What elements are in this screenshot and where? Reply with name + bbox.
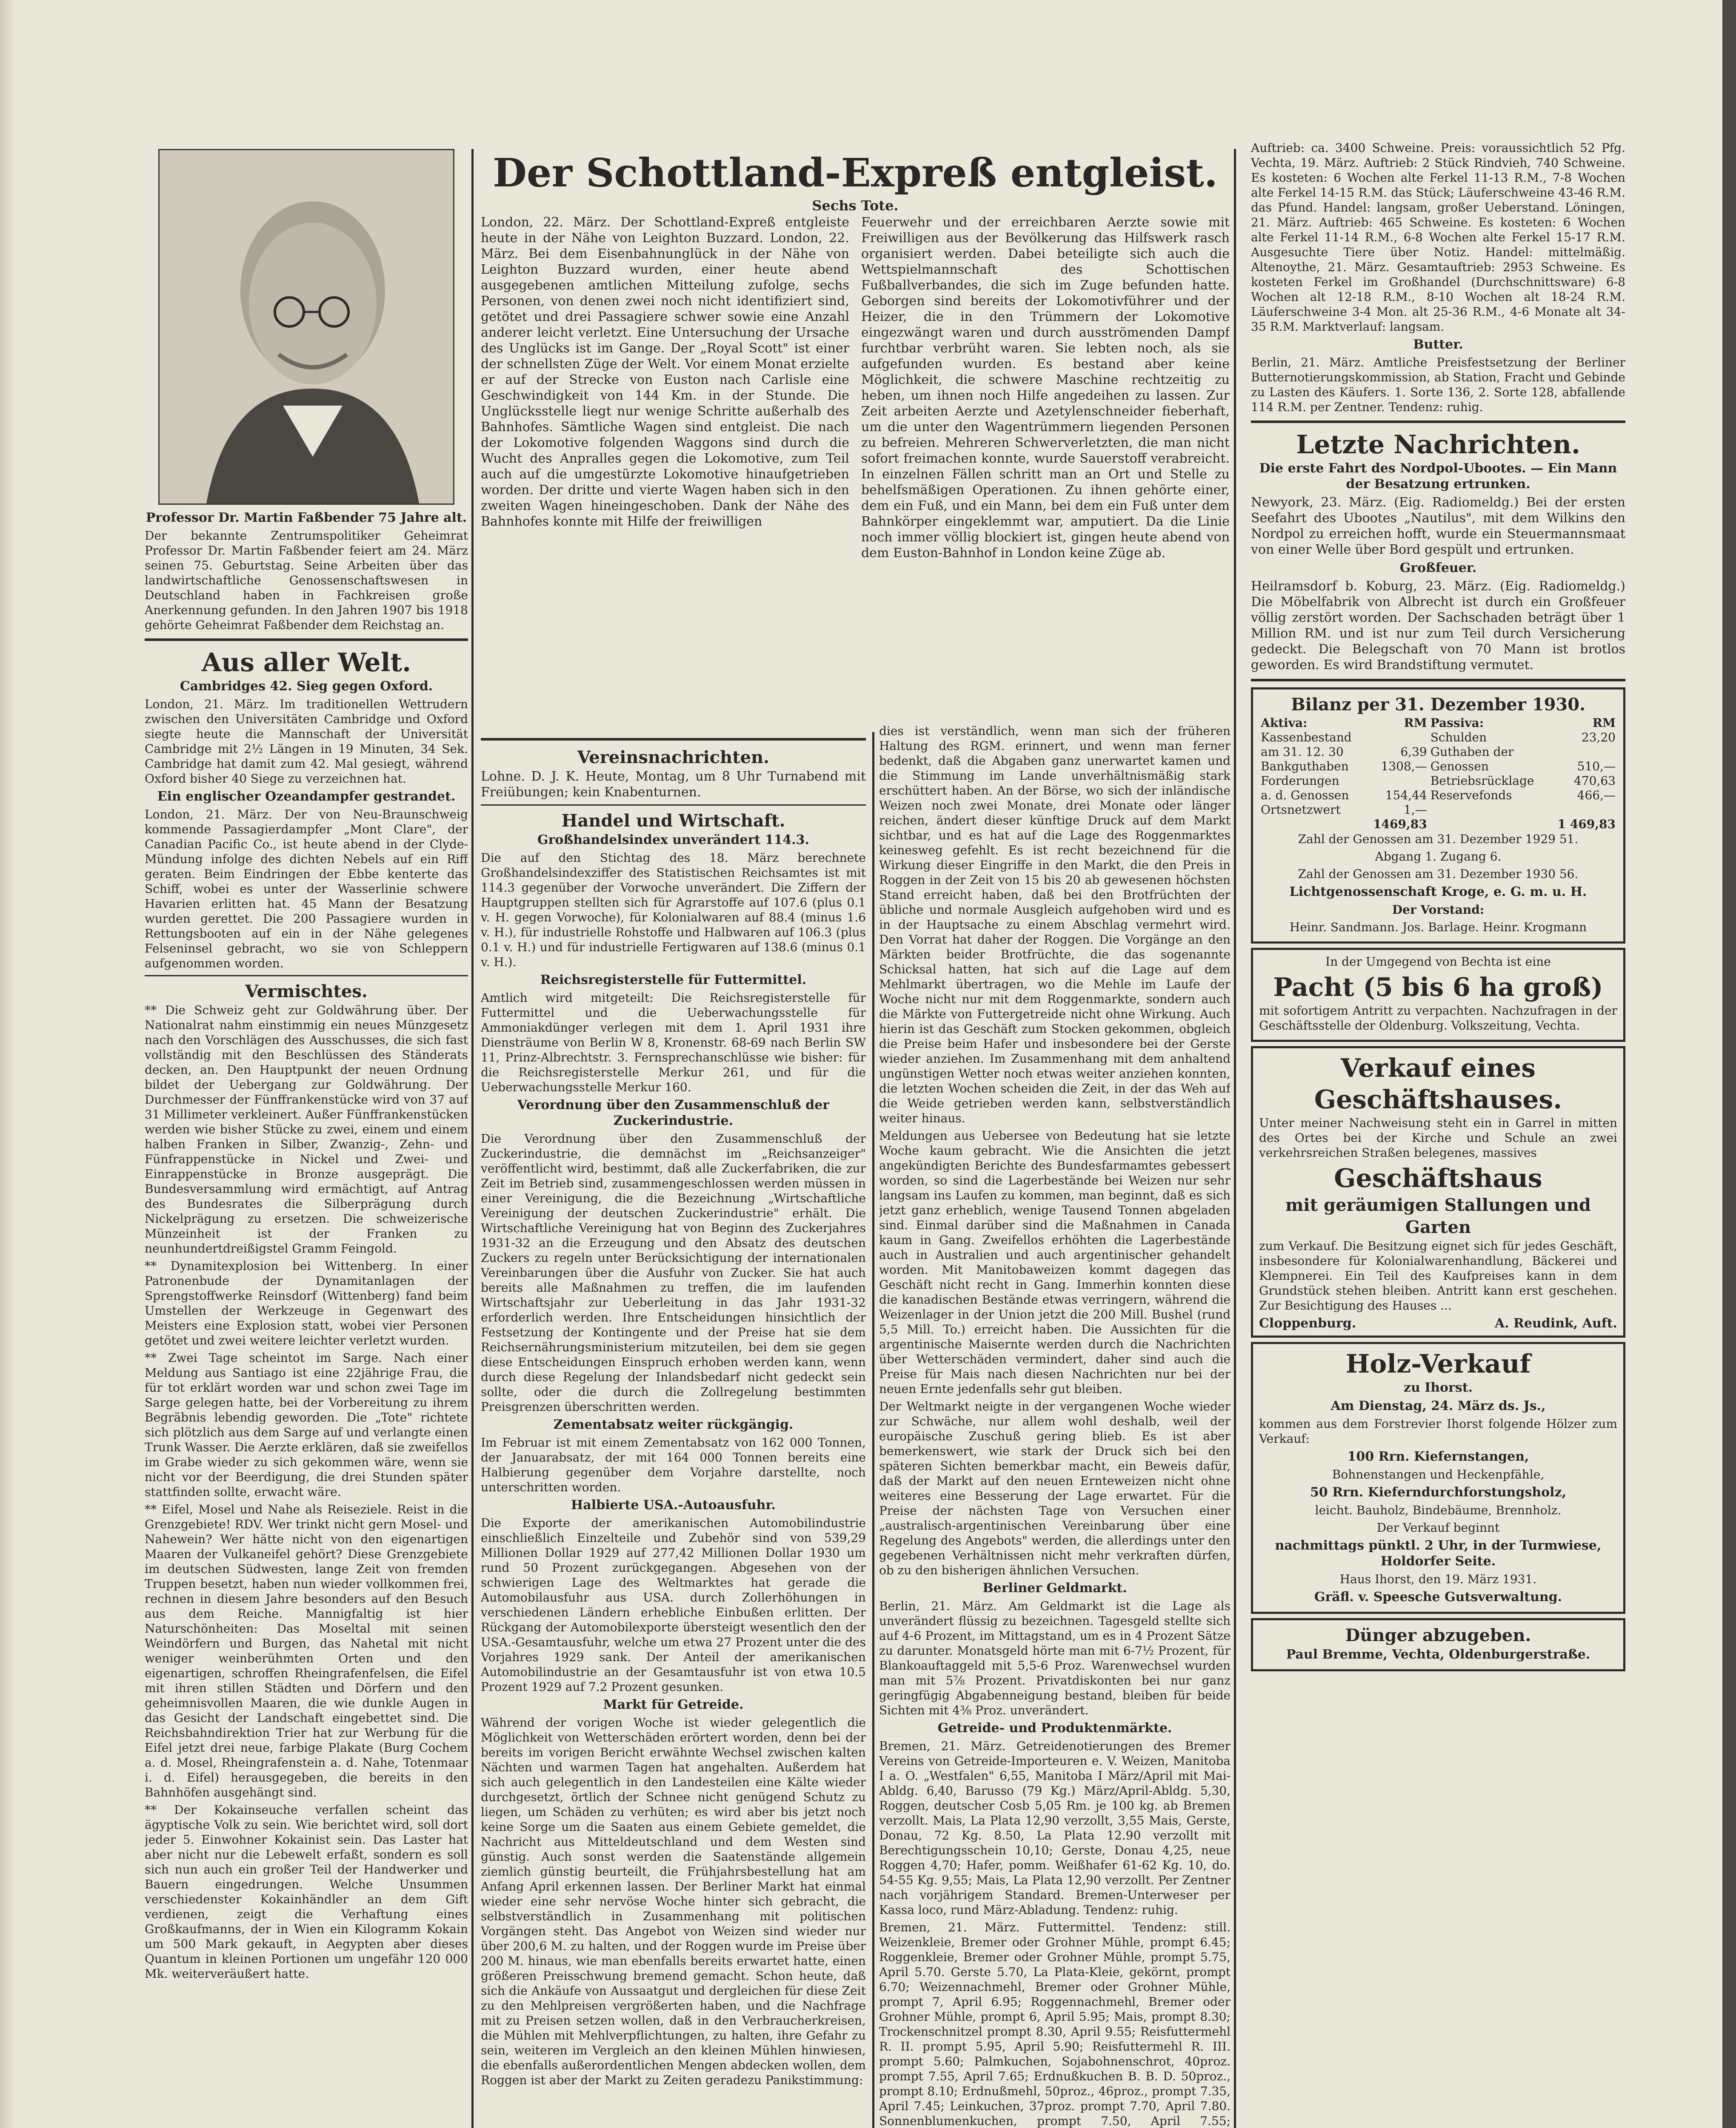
article-headline: Großhandelsindex unverändert 114.3. bbox=[537, 832, 809, 847]
section-title-vermischtes: Vermischtes. bbox=[245, 981, 368, 1001]
bilanz-value bbox=[1365, 730, 1429, 745]
pacht-title: Pacht (5 bis 6 ha groß) bbox=[1273, 972, 1603, 1002]
verkauf-text: Unter meiner Nachweisung steht ein in Garrel in mitten des Ortes bei der Kirche und Schule an zwei verkehrsreichen Straßen belegenes, massives bbox=[1259, 1116, 1617, 1160]
bilanz-label: Genossen bbox=[1430, 759, 1489, 773]
column-4 bbox=[1251, 140, 1625, 2128]
article-headline: Reichsregisterstelle für Futtermittel. bbox=[540, 972, 807, 987]
verkauf-text: zum Verkauf. Die Besitzung eignet sich für jedes Geschäft, insbesondere für Kolonialwarenhandlung, Bäckerei und Klempnerei. Ein Teil des Kaufpreises kann in dem Grundstück stehen bleiben. Antritt kann erst geschehen. Zur Besichtigung des Hauses ... bbox=[1259, 1239, 1617, 1313]
bilanz-unit: RM bbox=[1404, 716, 1427, 730]
article-text: ** Dynamitexplosion bei Wittenberg. In einer Patronenbude der Dynamitanlagen der Sprengstoffwerke Reinsdorf (Wittenberg) fand beim Umstellen der Werkzeuge in Gegenwart des Meisters eine Explosion statt, wobei vier Personen getötet und zwei weitere leichter verletzt wurden. bbox=[145, 1259, 468, 1347]
bilanz-value: 154,44 bbox=[1385, 788, 1427, 802]
article-text: Bremen, 21. März. Futtermittel. Tendenz: still. Weizenkleie, Bremer oder Grohner Mühle, prompt 6.45; Roggenkleie, Bremer oder Grohner Mühle, prompt 5.75, April 5.70. Gerste 5.70, La Plata-Kleie, gekörnt, prompt 6.70; Weizennachmehl, Bremer oder Grohner Mühle, prompt 7, April 6.95; Roggennachmehl, Bremer oder Grohner Mühle, prompt 6, April 5.95; Mais, prompt 8.30; Trockenschnitzel prompt 8.30, April 9.55; Reisfuttermehl R. II. prompt 5.95, April 5.90; Reisfuttermehl R. III. prompt 5.60; Palmkuchen, Sojabohnenschrot, 40proz. prompt 7.55, April 7.65; Erdnußkuchen B. B. D. 50proz., prompt 8.10; Erdnußmehl, 50proz., 46proz., prompt 7.35, April 7.45; Leinkuchen, 37proz. prompt 7.70, April 7.80. Sonnenblumenkuchen, prompt 7.50, April 7.55; bbox=[879, 1920, 1231, 2128]
column-2 bbox=[481, 732, 866, 2128]
holz-item-detail: leicht. Bauholz, Bindebäume, Brennholz. bbox=[1315, 1503, 1562, 1517]
pacht-ad bbox=[1251, 948, 1625, 1042]
article-text: Bremen, 21. März. Getreidenotierungen des Bremer Vereins von Getreide-Importeuren e. V. Weizen, Manitoba I a. O. „Westfalen" 6,55, Manitoba I März/April mit Mai-Abldg. 6,40, Barusso (79 Kg.) März/April-Abldg. 5,30, Roggen, deutscher Cosb 5,05 Rm. je 100 kg. ab Bremen verzollt. Mais, La Plata 12,90 verzollt, 3,55 Mais, Gerste, Donau, 72 Kg. 8.50, La Plata 12.90 verzollt mit Berechtigungsschein 10,10; Gerste, Donau 4,25, neue Roggen 4,70; Hafer, pomm. Weißhafer 61-62 Kg. 10, do. 54-55 Kg. 9,55; Mais, La Plata 12,90 verzollt. Per Zentner nach vorjährigem Standard. Bremen-Unterweser per Kassa loco, rund März-Abladung. Tendenz: ruhig. bbox=[879, 1739, 1231, 1917]
article-text: Meldungen aus Uebersee von Bedeutung hat sie letzte Woche kaum gebracht. Wie die Ansichten die jetzt angekündigten Berichte des Bundesfarmamtes gebessert worden, so sind die Lagerbestände bei Weizen nur sehr langsam ins Laufen zu kommen, man beginnt, daß es sich jetzt ganz erheblich, wenige Tausend Tonnen abgeladen sind. Einmal darüber sind die Maßnahmen in Canada kaum in Gang. Zweifellos erhöhten die Lagerbestände auch in Australien und auch argentinischer gehandelt worden. Mit Manitobaweizen kommt dagegen das Geschäft nicht recht in Gang. Immerhin konnten diese die kanadischen Bestände etwas verringern, während die Weizenlager in der Union jetzt die 200 Mill. Bushel (rund 5,5 Mill. To.) erreicht haben. Die Aussichten für die argentinische Maisernte werden durch die Nachrichten über Wetterschäden vermindert, daher sind auch die Preise für Mais nach diesen Nachrichten nur bei der neuen Ernte jedenfalls sehr gut bleiben. bbox=[879, 1129, 1231, 1396]
page-edge-shadow bbox=[0, 0, 15, 2128]
article-headline: Verordnung über den Zusammenschluß der Zuckerindustrie. bbox=[517, 1098, 830, 1128]
verkauf-title-2: Geschäftshauses. bbox=[1314, 1085, 1562, 1115]
article-headline: Markt für Getreide. bbox=[603, 1697, 744, 1712]
article-text: Der Weltmarkt neigte in der vergangenen Woche wieder zur Schwäche, nur allem wohl deshalb, weil der europäische Zuschuß gering blieb. Es ist aber bemerkenswert, wie stark der Druck sich bei den späteren Sichten bemerkbar macht, ein Beweis dafür, daß der Markt auf den neuen Ernteweizen nicht ohne weiteres eine Besserung der Lage erwartet. Für die Preise der nächsten Tage von Versuchen einer „australisch-argentinischen Vereinbarung über eine Regelung des Angebots" werden, die allerdings unter den gegebenen Verhältnissen nicht mehr verkraften dürfen, ob zu den bisherigen ähnlichen Versuchen. bbox=[879, 1399, 1231, 1577]
bilanz-table bbox=[1259, 716, 1617, 832]
photo-caption: Professor Dr. Martin Faßbender 75 Jahre alt. bbox=[146, 510, 467, 525]
bilanz-value: 1308,— bbox=[1381, 759, 1427, 773]
bilanz-unit: RM bbox=[1592, 716, 1616, 730]
bilanz-aktiva-label: Aktiva: bbox=[1261, 716, 1308, 730]
holz-item: 100 Rrn. Kiefernstangen, bbox=[1347, 1449, 1529, 1464]
pacht-text: mit sofortigem Antritt zu verpachten. Nachzufragen in der Geschäftsstelle der Oldenburg. Volkszeitung, Vechta. bbox=[1259, 1004, 1617, 1033]
holz-place: zu Ihorst. bbox=[1403, 1380, 1473, 1395]
divider bbox=[145, 975, 468, 976]
holz-time: nachmittags pünktl. 2 Uhr, in der Turmwiese, Holdorfer Seite. bbox=[1275, 1538, 1602, 1569]
bilanz-value bbox=[1548, 745, 1617, 759]
column-1 bbox=[145, 149, 468, 2128]
portrait-photo bbox=[158, 149, 454, 505]
bilanz-value: 466,— bbox=[1577, 788, 1616, 802]
bilanz-firm: Lichtgenossenschaft Kroge, e. G. m. u. H. bbox=[1289, 884, 1587, 899]
article-text: Während der vorigen Woche ist wieder gelegentlich die Möglichkeit von Wetterschäden erörtert worden, denn bei der bereits im vorigen Bericht erwähnte Wechsel zwischen kalten Nächten und warmen Tagen hat angehalten. Außerdem hat sich auch gelegentlich in den Landesteilen eine Kälte wieder durchgesetzt, örtlich der Schnee nicht genügend Schutz zu liegen, um Schäden zu verhüten; es wird aber bis jetzt noch keine Sorge um die Saaten aus einem Gebiete gemeldet, die Nachricht aus Mitteldeutschland und dem Westen sind günstig. Auch sonst werden die Saatenstände allgemein ziemlich günstig beurteilt, die Frühjahrsbestellung hat am Anfang April erkennen lassen. Der Berliner Markt hat einmal wieder eine sehr nervöse Woche hinter sich gebracht, die selbstverständlich in Zusammenhang mit politischen Vorgängen steht. Das Angebot von Weizen sind wieder nur über 200,6 M. zu halten, und der Roggen wurde im Preise über 200 M. hinaus, wie man ebenfalls bereits erwartet hatte, einen größeren Preisschwung bremend gemacht. Schon heute, daß sich die Ankäufe von Aussaatgut und dergleichen für diese Zeit zu den Mehlpreisen vergrößerten haben, und die Nachfrage mit zu Preisen setzen wollen, daß in den Verbraucherkreisen, die Mühlen mit Mehlverpflichtungen, zu halten, ihre Gefahr zu sein, weiteren im Vergleich an den kleinen Mühlen hinwiesen, die ebenfalls außerordentlichen Mengen abdecken wollen, dem Roggen ist aber der Markt zu Zeiten geradezu Panikstimmung: bbox=[481, 1716, 866, 2087]
article-text: Heilramsdorf b. Koburg, 23. März. (Eig. Radiomeldg.) Die Möbelfabrik von Albrecht ist durch ein Großfeuer völlig zerstört worden. Der Sachschaden beträgt über 1 Million RM. und ist nur zum Teil durch Versicherung gedeckt. Die Belegschaft von 70 Mann ist brotlos geworden. Es wird Brandstiftung vermutet. bbox=[1251, 579, 1625, 672]
column-rule-3 bbox=[872, 732, 874, 2128]
holz-item-detail: Bohnenstangen und Heckenpfähle, bbox=[1332, 1467, 1545, 1482]
section-title-vereinsnachrichten: Vereinsnachrichten. bbox=[577, 747, 770, 767]
article-headline: Berliner Geldmarkt. bbox=[982, 1581, 1127, 1596]
divider bbox=[1251, 420, 1625, 423]
bilanz-title: Bilanz per 31. Dezember 1930. bbox=[1291, 695, 1586, 715]
article-text: London, 22. März. Der Schottland-Expreß entgleiste heute in der Nähe von Leighton Buzzard. London, 22. März. Bei dem Eisenbahnunglück in der Nähe von Leighton Buzzard wurden, einer heute abend ausgegebenen amtlichen Mitteilung zufolge, sechs Personen, von denen zwei noch nicht identifiziert sind, getötet und drei Passagiere schwer sowie eine Anzahl anderer leicht verletzt. Eine Untersuchung der Ursache des Unglücks ist im Gange. Der „Royal Scott" ist einer der schnellsten Züge der Welt. Vor einem Monat erzielte er auf der Strecke von Euston nach Carlisle eine Geschwindigkeit von 144 Km. in der Stunde. Die Unglücksstelle liegt nur wenige Schritte außerhalb des Bahnhofes. Sämtliche Wagen sind entgleist. Die nach der Lokomotive folgenden Waggons sind durch die Wucht des Anpralles gegen die Lokomotive, zum Teil auch auf die umgestürzte Lokomotive hinaufgetrieben worden. Der dritte und vierte Wagen haben sich in den zweiten Wagen hineingeschoben. Dank der Nähe des Bahnhofes konnte mit Hilfe der freiwilligen bbox=[481, 215, 849, 529]
holz-item: 50 Rrn. Kieferndurchforstungsholz, bbox=[1310, 1485, 1567, 1500]
article-headline: Halbierte USA.-Autoausfuhr. bbox=[571, 1498, 776, 1513]
holz-begin: Der Verkauf beginnt bbox=[1376, 1521, 1500, 1535]
subheadline-express: Sechs Tote. bbox=[812, 197, 899, 214]
column-3 bbox=[879, 724, 1231, 2128]
article-headline: Zementabsatz weiter rückgängig. bbox=[553, 1417, 794, 1432]
article-text: dies ist verständlich, wenn man sich der früheren Haltung des RGM. erinnert, und wenn man ferner bedenkt, daß die Abgaben ganz unerwartet kamen und die Stimmung im Lande unverhältnismäßig stark erschüttert haben. An der Börse, wo sich der inländische Weizen noch zwei Monate, drei Monate oder länger reichen, ändert dieser künftige Druck auf dem Markt sichtbar, und es hat auf die Lage des Roggenmarktes keinesweg gefehlt. Es ist recht bezeichnend für die Wirkung dieser Eingriffe in den Markt, die den Preis in Roggen in der Zeit von 15 bis 20 ab gewesenen höchsten Stand erreicht haben, daß bei den Brotfrüchten der übliche und normale Ausgleich aufgehoben wird und es in der Hauptsache zu einem Abschlag vermehrt wird. Den Vorrat hat daher der Roggen. Die Vorgänge an den Märkten beider Brotfrüchte, die das sogenannte Schicksal hatten, hat sich auf die Lage auf dem Mehlmarkt übertragen, wo die Mehle im Laufe der Woche nicht nur mit dem Roggenmarkte, sondern auch die Märkte von Futtergetreide nicht ohne Wirkung. Auch hierin ist das Geschäft zum Stocken gekommen, obgleich die Preise beim Hafer und insbesondere bei der Gerste wieder anziehen. Im Zusammenhang mit dem anhaltend ungünstigen Wetter noch etwas weiter anziehen konnten, die letzten Wochen scheiden die Zeit, in der das Weh auf die Weide getrieben werden kann, selbstverständlich weiter hinaus. bbox=[879, 724, 1231, 1125]
article-text: Berlin, 21. März. Amtliche Preisfestsetzung der Berliner Butternotierungskommission, ab Station, Fracht und Gebinde zu Lasten des Käufers. 1. Sorte 136, 2. Sorte 128, abfallende 114 R.M. per Zentner. Tendenz: ruhig. bbox=[1251, 355, 1625, 414]
article-text: Die Verordnung über den Zusammenschluß der Zuckerindustrie, die demnächst im „Reichsanzeiger" veröffentlicht wird, bestimmt, daß alle Zuckerfabriken, die zur Zeit im Betrieb sind, zusammengeschlossen werden müssen in einer Vereinigung, die die Bezeichnung „Wirtschaftliche Vereinigung der deutschen Zuckerindustrie" erhält. Die Wirtschaftliche Vereinigung hat von Beginn des Zuckerjahres 1931-32 an die Erzeugung und den Absatz des deutschen Zuckers zu regeln unter Berücksichtigung der internationalen Vereinbarungen über die Ausfuhr von Zucker. Sie hat auch bereits alle Maßnahmen zu treffen, die im laufenden Wirtschaftsjahr zur Ueberleitung in das Jahr 1931-32 erforderlich werden. Ihre Entscheidungen hinsichtlich der Festsetzung der Kontingente und der Preise hat sie dem Reichsernährungsministerium mitzuteilen, bei dem sie gegen diese Entscheidungen Einspruch erhoben werden kann, wenn durch diese Regelung der Inlandsbedarf nicht gedeckt sein sollte, oder die durch die Zollregelung bestimmten Preisgrenzen überschritten werden. bbox=[481, 1132, 866, 1414]
divider bbox=[481, 804, 866, 806]
article-headline: Getreide- und Produktenmärkte. bbox=[937, 1721, 1172, 1736]
verkauf-sub: mit geräumigen Stallungen und Garten bbox=[1285, 1195, 1591, 1237]
bilanz-value bbox=[1365, 774, 1429, 788]
bilanz-label: Forderungen bbox=[1261, 774, 1339, 788]
section-title-letzte-nachrichten: Letzte Nachrichten. bbox=[1296, 430, 1580, 460]
verkauf-title-1: Verkauf eines bbox=[1340, 1053, 1536, 1083]
article-text: Die Exporte der amerikanischen Automobilindustrie einschließlich Einzelteile und Zubehör sind von 539,29 Millionen Dollar 1929 auf 277,42 Millionen Dollar 1930 um rund 50 Prozent zurückgegangen. Abgesehen von der schwierigen Lage des Weltmarktes hat gerade die Automobilausfuhr aus USA. durch Zollerhöhungen in verschiedenen Ländern erhebliche Einbußen erlitten. Der Rückgang der Automobilexporte übersteigt wesentlich den der USA.-Gesamtausfuhr, welche um etwa 27 Prozent unter die des Vorjahres 1929 sank. Der Anteil der amerikanischen Automobilindustrie an der Gesamtausfuhr ist von etwa 10.5 Prozent 1929 auf 7.2 Prozent gesunken. bbox=[481, 1516, 866, 1694]
bilanz-value: 23,20 bbox=[1581, 730, 1616, 744]
bilanz-note: Zahl der Genossen am 31. Dezember 1930 56. bbox=[1298, 867, 1579, 881]
bilanz-value: 6,39 bbox=[1400, 745, 1427, 759]
bilanz-label: Reservefonds bbox=[1430, 788, 1512, 802]
holz-date: Am Dienstag, 24. März ds. Js., bbox=[1331, 1399, 1546, 1413]
bilanz-passiva-label: Passiva: bbox=[1430, 716, 1484, 730]
article-text: Feuerwehr und der erreichbaren Aerzte sowie mit Freiwilligen aus der Bevölkerung das Hilfswerk rasch organisiert werden. Dabei beteiligte sich auch die Wettspielmannschaft des Schottischen Fußballverbandes, die sich im Zuge befunden hatte. Geborgen sind bereits der Lokomotivführer und der Heizer, die in den Trümmern der Lokomotive eingezwängt waren und durch ausströmenden Dampf furchtbar verbrüht waren. Sie lebten noch, als sie aufgefunden wurden. Es bestand aber keine Möglichkeit, die schwere Maschine rechtzeitig zu heben, um ihnen noch Hilfe angedeihen zu lassen. Zur Zeit arbeiten Aerzte und Azetylenschneider fieberhaft, um die unter den Wagentrümmern liegenden Personen zu befreien. Mehreren Schwerverletzten, die man nicht sofort freimachen konnte, wurde Sauerstoff verabreicht. In einzelnen Fällen schritt man an Ort und Stelle zu behelfsmäßigen Operationen. Zu ihnen gehörte einer, dem ein Fuß, und ein Mann, bei dem ein Fuß unter dem Bahnkörper eingeklemmt war, amputiert. Da die Linie noch immer völlig blockiert ist, gingen heute abend von dem Euston-Bahnhof in London keine Züge ab. bbox=[861, 215, 1230, 561]
bilanz-value: 470,63 bbox=[1574, 774, 1616, 788]
article-text: ** Die Schweiz geht zur Goldwährung über. Der Nationalrat nahm einstimmig ein neues Münzgesetz nach den Vorschlägen des Ausschusses, die sich fast vollständig mit den Beschlüssen des Ständerats decken, an. Den Hauptpunkt der neuen Ordnung bildet der Uebergang zur Goldwährung. Der Durchmesser der Fünffrankenstücke wird von 37 auf 31 Millimeter verkleinert. Außer Fünffrankenstücken werden wie bisher Stücke zu zwei, einem und einem halben Franken in Silber, Zwanzig-, Zehn- und Fünfrappenstücke in Nickel und Zwei- und Einrappenstücke in Bronze ausgeprägt. Die Bundesversammlung wird ermächtigt, auf Antrag des Bundesrates die Silberprägung durch Nickelprägung zu ersetzen. Die schweizerische Münzeinheit ist der Franken zu neunhundertdreißigstel Gramm Feingold. bbox=[145, 1003, 468, 1256]
article-headline: Die erste Fahrt des Nordpol-Ubootes. — Ein Mann der Besatzung ertrunken. bbox=[1259, 461, 1617, 492]
bilanz-label: Betriebsrücklage bbox=[1430, 774, 1534, 788]
holz-ad bbox=[1251, 1342, 1625, 1614]
article-text: Lohne. D. J. K. Heute, Montag, um 8 Uhr Turnabend mit Freiübungen; kein Knabenturnen. bbox=[481, 769, 866, 800]
article-headline: Großfeuer. bbox=[1399, 561, 1477, 575]
bilanz-total: 1469,83 bbox=[1373, 817, 1427, 831]
duenger-title: Dünger abzugeben. bbox=[1345, 1625, 1531, 1645]
pacht-intro: In der Umgegend von Bechta ist eine bbox=[1325, 955, 1551, 969]
duenger-ad bbox=[1251, 1618, 1625, 1671]
page-right-shadow bbox=[1722, 0, 1736, 2128]
holz-haus: Haus Ihorst, den 19. März 1931. bbox=[1339, 1572, 1537, 1586]
article-text: ** Der Kokainseuche verfallen scheint das ägyptische Volk zu sein. Wie berichtet wird, soll dort jeder 5. Einwohner Kokainist sein. Das Laster hat aber nicht nur die Lebewelt erfaßt, sondern es soll sich nun auch ein großer Teil der Handwerker und Bauern eingedrungen. Welche Unsummen verschiedenster Kokainhändler an dem Gift verdienen, zeigt die Verhaftung eines Großkaufmanns, der in Wien ein Kilogramm Kokain um 500 Mark gekauft, in Aegypten aber dieses Quantum in kleinen Portionen um ungefähr 120 000 Mk. weiterveräußert hatte. bbox=[145, 1803, 468, 1981]
article-text: Berlin, 21. März. Am Geldmarkt ist die Lage als unverändert flüssig zu bezeichnen. Tagesgeld stellte sich auf 4-6 Prozent, im Mittagstand, um es in 4 Prozent Sätze zu darunter. Monatsgeld hörte man mit 6-7½ Prozent, für Blankoauftaggeld mit 5,5-6 Proz. Warenwechsel wurden man mit 5⅞ Prozent. Privatdiskonten bei nur ganz geringfügig Abgabenneigung bestand, bleiben für beide Sichten mit 4⅜ Proz. unverändert. bbox=[879, 1599, 1231, 1717]
market-text: Auftrieb: ca. 3400 Schweine. Preis: voraussichtlich 52 Pfg. Vechta, 19. März. Auftrieb: 2 Stück Rindvieh, 740 Schweine. Es kosteten: 6 Wochen alte Ferkel 11-13 R.M., 7-8 Wochen alte Ferkel 14-15 R.M. das Stück; Läuferschweine 43-46 R.M. das Pfund. Handel: langsam, großer Ueberstand. Löningen, 21. März. Auftrieb: 465 Schweine. Es kosteten: 6 Wochen alte Ferkel 11-14 R.M., 6-8 Wochen alte Ferkel 15-17 R.M. Ausgesuchte Tiere über Notiz. Handel: mittelmäßig. Altenoythe, 21. März. Gesamtauftrieb: 2953 Schweine. Es kosteten Ferkel im Großhandel (Durchschnittsware) 6-8 Wochen alt 12-18 R.M., 8-10 Wochen alt 18-24 R.M. Läuferschweine 3-4 Mon. alt 25-36 R.M., 4-6 Monate alt 34-35 R.M. Marktverlauf: langsam. bbox=[1251, 141, 1625, 334]
bilanz-label: am 31. 12. 30 bbox=[1261, 745, 1344, 759]
article-text: London, 21. März. Im traditionellen Wettrudern zwischen den Universitäten Cambridge und Oxford siegte heute die Mannschaft der Universität Cambridge mit 2½ Längen in 19 Minuten, 34 Sek. Cambridge hat damit zum 42. Mal gesiegt, während Oxford bisher 40 Siege zu verzeichnen hat. bbox=[145, 697, 468, 786]
article-text: Newyork, 23. März. (Eig. Radiomeldg.) Bei der ersten Seefahrt des Ubootes „Nautilus", mit dem Wilkins den Nordpol zu erreichen hofft, wurde ein Steuermannsmaat von einer Welle über Bord gespült und ertrunken. bbox=[1251, 495, 1625, 557]
bilanz-value: 510,— bbox=[1577, 759, 1616, 773]
bilanz-ad bbox=[1251, 687, 1625, 944]
bilanz-vorstand-label: Der Vorstand: bbox=[1392, 903, 1485, 917]
photo-text: Der bekannte Zentrumspolitiker Geheimrat Professor Dr. Martin Faßbender feiert am 24. März seinen 75. Geburtstag. Seine Arbeiten über das landwirtschaftliche Genossenschaftswesen in Deutschland haben in Fachkreisen große Anerkennung gefunden. In den Jahren 1907 bis 1918 gehörte Geheimrat Faßbender dem Reichstag an. bbox=[145, 529, 468, 632]
bilanz-value: 1,— bbox=[1403, 803, 1427, 817]
section-title-handel: Handel und Wirtschaft. bbox=[561, 811, 785, 831]
bilanz-label: Guthaben der bbox=[1430, 745, 1514, 759]
holz-text: kommen aus dem Forstrevier Ihorst folgende Hölzer zum Verkauf: bbox=[1259, 1417, 1617, 1446]
section-title-aus-aller-welt: Aus aller Welt. bbox=[201, 648, 411, 678]
article-text: Im Februar ist mit einem Zementabsatz von 162 000 Tonnen, der Januarabsatz, der mit 164 000 Tonnen bereits eine Halbierung gegenüber dem Vorjahre darstellte, noch unterschritten worden. bbox=[481, 1436, 866, 1494]
article-headline: Ein englischer Ozeandampfer gestrandet. bbox=[157, 789, 456, 804]
column-rule-2 bbox=[1234, 149, 1236, 2128]
bilanz-total: 1 469,83 bbox=[1557, 817, 1616, 831]
bilanz-label: Schulden bbox=[1430, 730, 1487, 744]
article-headline: Cambridges 42. Sieg gegen Oxford. bbox=[180, 679, 433, 694]
article-headline: Butter. bbox=[1413, 337, 1463, 352]
bilanz-label: Kassenbestand bbox=[1261, 730, 1352, 744]
headline-express: Der Schottland-Expreß entgleist. bbox=[493, 150, 1218, 196]
bilanz-note: Abgang 1. Zugang 6. bbox=[1375, 849, 1502, 864]
article-text: ** Zwei Tage scheintot im Sarge. Nach einer Meldung aus Santiago ist eine 22jährige Frau, die für tot erklärt worden war und schon zwei Tage im Sarge gelegen hatte, bei der Vorbereitung zu ihrem Begräbnis lebendig geworden. Die „Tote" richtete sich plötzlich aus dem Sarge auf und verlangte einen Trunk Wasser. Die Aerzte erklären, daß sie zweifellos im Grabe wieder zu sich gekommen wäre, wenn sie nicht vor der Beerdigung, die drei Stunden später stattfinden sollte, erwacht wäre. bbox=[145, 1351, 468, 1499]
verkauf-big: Geschäftshaus bbox=[1334, 1164, 1542, 1193]
verkauf-ad bbox=[1251, 1046, 1625, 1338]
verkauf-signature: A. Reudink, Auft. bbox=[1494, 1316, 1617, 1331]
divider bbox=[145, 638, 468, 641]
article-text: ** Eifel, Mosel und Nahe als Reiseziele. Reist in die Grenzgebiete! RDV. Wer trinkt nicht gern Mosel- und Nahewein? Wer hätte nicht von den eigenartigen Maaren der Vulkaneifel gehört? Diese Grenzgebiete im deutschen Südwesten, lange Zeit von fremden Truppen besetzt, haben nun wieder vollkommen frei, rechnen in diesem Jahre besonders auf den Besuch aus dem Reiche. Mannigfaltig ist hier Naturschönheiten: Das Moseltal mit seinen Weindörfern und Burgen, das Nahetal mit nicht weniger weinberühmten Orten und den eigenartigen, schroffen Rheingrafenfelsen, die Eifel mit ihren stillen Städten und Dörfern und den geheimnisvollen Maaren, die wie dunkle Augen in das Gesicht der Landschaft eingebettet sind. Die Reichsbahndirektion Trier hat zur Werbung für die Eifel jetzt drei neue, farbige Plakate (Burg Cochem a. d. Mosel, Rheingrafenstein a. d. Nahe, Totenmaar i. d. Eifel) herausgegeben, die bereits in den Bahnhöfen ausgehängt sind. bbox=[145, 1502, 468, 1799]
article-text: Amtlich wird mitgeteilt: Die Reichsregisterstelle für Futtermittel und die Ueberwachungsstelle für Ammoniakdünger verlegen mit dem 1. April 1931 ihre Diensträume von Berlin W 8, Kronenstr. 68-69 nach Berlin SW 11, Prinz-Albrechtstr. 3. Fernsprechanschlüsse wie bisher: für die Reichsregisterstelle Merkur 261, und für die Ueberwachungsstelle Merkur 160. bbox=[481, 991, 866, 1094]
column-rule-1 bbox=[471, 149, 474, 2128]
bilanz-vorstand-names: Heinr. Sandmann. Jos. Barlage. Heinr. Krogmann bbox=[1289, 920, 1587, 934]
duenger-text: Paul Bremme, Vechta, Oldenburgerstraße. bbox=[1286, 1647, 1590, 1662]
divider bbox=[1251, 679, 1625, 681]
divider bbox=[481, 738, 866, 741]
article-text: London, 21. März. Der von Neu-Braunschweig kommende Passagierdampfer „Mont Clare", der Canadian Pacific Co., ist heute abend in der Clyde-Mündung infolge des dichten Nebels auf ein Riff geraten. Beim Eindringen der Ebbe kenterte das Schiff, wobei es unter der Wasserlinie schwere Havarien erlitten hat. 45 Mann der Besatzung wurden gerettet. Die 200 Passagiere wurden in Rettungsbooten auf ein in der Nähe gelegenes Felseninsel gebracht, wo sie von Schleppern aufgenommen worden. bbox=[145, 807, 468, 970]
holz-signature: Gräfl. v. Speesche Gutsverwaltung. bbox=[1314, 1590, 1562, 1605]
bilanz-label: Bankguthaben bbox=[1261, 759, 1349, 773]
holz-title: Holz-Verkauf bbox=[1345, 1349, 1531, 1379]
column-2-top bbox=[481, 149, 1230, 728]
verkauf-place: Cloppenburg. bbox=[1259, 1316, 1356, 1331]
article-text: Die auf den Stichtag des 18. März berechnete Großhandelsindexziffer des Statistischen Reichsamtes ist mit 114.3 gegenüber der Vorwoche unverändert. Die Ziffern der Hauptgruppen stellten sich für Agrarstoffe auf 107.6 (plus 0.1 v. H. gegen Vorwoche), für Kolonialwaren auf 88.4 (minus 1.6 v. H.), für industrielle Rohstoffe und Halbwaren auf 106.3 (plus 0.1 v. H.) und für industrielle Fertigwaren auf 138.6 (minus 0.1 v. H.). bbox=[481, 851, 866, 969]
bilanz-label: Ortsnetzwert bbox=[1261, 803, 1341, 817]
bilanz-label: a. d. Genossen bbox=[1261, 788, 1349, 802]
portrait-icon bbox=[160, 150, 453, 503]
bilanz-note: Zahl der Genossen am 31. Dezember 1929 51. bbox=[1298, 832, 1579, 846]
